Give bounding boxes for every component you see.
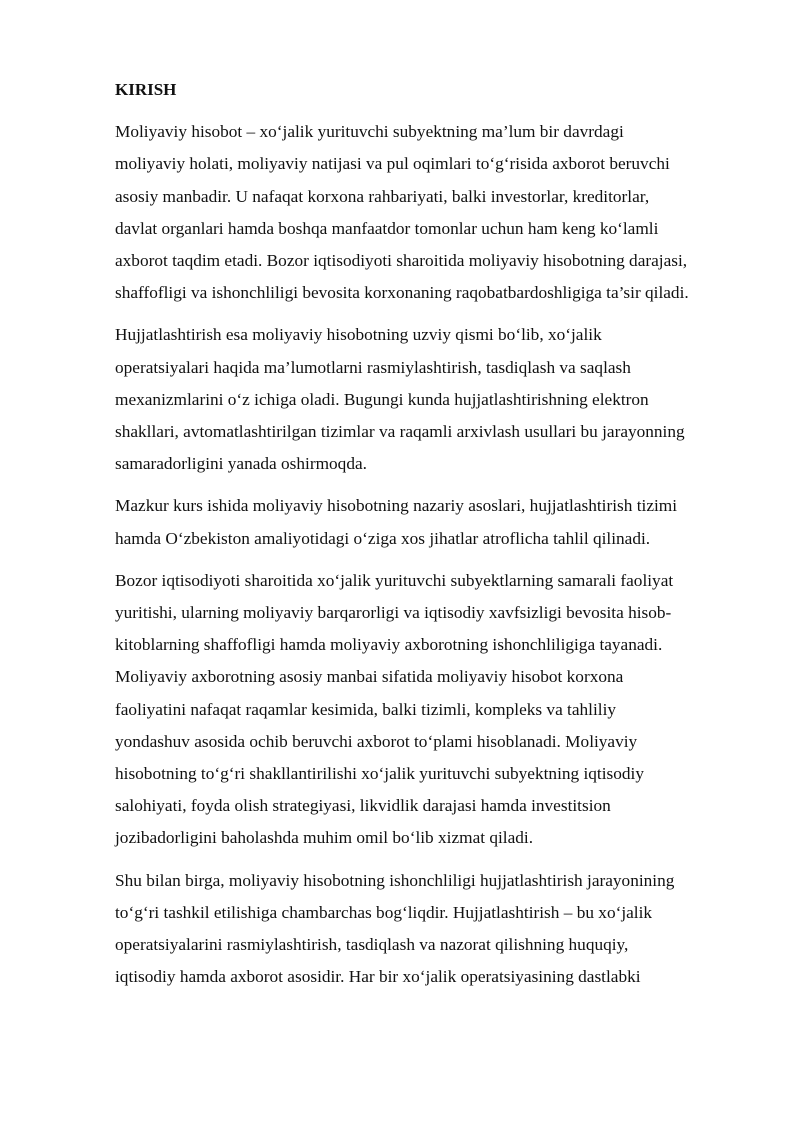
paragraph-3 — [115, 490, 745, 554]
text-line: Bozor iqtisodiyoti sharoitida xo‘jalik yurituvchi subyektlarning samarali faoliyat — [115, 570, 674, 590]
text-line: salohiyati, foyda olish strategiyasi, likvidlik darajasi hamda investitsion — [115, 796, 611, 816]
text-line: yondashuv asosida ochib beruvchi axborot to‘plami hisoblanadi. Moliyaviy — [115, 731, 638, 751]
text-line: iqtisodiy hamda axborot asosidir. Har bir xo‘jalik operatsiyasining dastlabki — [115, 967, 641, 987]
text-line: operatsiyalarini rasmiylashtirish, tasdiqlash va nazorat qilishning huquqiy, — [115, 935, 629, 955]
text-line: Mazkur kurs ishida moliyaviy hisobotning nazariy asoslari, hujjatlashtirish tizimi — [115, 496, 678, 516]
text-line: axborot taqdim etadi. Bozor iqtisodiyoti sharoitida moliyaviy hisobotning darajasi, — [115, 251, 688, 271]
text-line: yuritishi, ularning moliyaviy barqarorligi va iqtisodiy xavfsizligi bevosita hisob- — [115, 603, 672, 623]
paragraph-4 — [115, 565, 745, 855]
text-line: samaradorligini yanada oshirmoqda. — [115, 454, 367, 474]
text-line: jozibadorligini baholashda muhim omil bo‘lib xizmat qiladi. — [115, 828, 534, 848]
text-line: mexanizmlarini o‘z ichiga oladi. Bugungi kunda hujjatlashtirishning elektron — [115, 389, 649, 409]
section-heading: KIRISH — [115, 80, 177, 99]
text-line: davlat organlari hamda boshqa manfaatdor tomonlar uchun ham keng ko‘lamli — [115, 218, 659, 238]
text-line: faoliyatini nafaqat raqamlar kesimida, balki tizimli, kompleks va tahliliy — [115, 699, 617, 719]
text-line: Moliyaviy hisobot – xo‘jalik yurituvchi subyektning ma’lum bir davrdagi — [115, 122, 624, 142]
text-line: Shu bilan birga, moliyaviy hisobotning ishonchliligi hujjatlashtirish jarayonining — [115, 870, 675, 890]
text-line: asosiy manbadir. U nafaqat korxona rahbariyati, balki investorlar, kreditorlar, — [115, 186, 650, 206]
text-line: shaffofligi va ishonchliligi bevosita korxonaning raqobatbardoshligiga ta’sir qiladi. — [115, 283, 689, 303]
paragraph-5 — [115, 865, 745, 994]
text-line: hisobotning to‘g‘ri shakllantirilishi xo‘jalik yurituvchi subyektning iqtisodiy — [115, 764, 644, 784]
text-line: to‘g‘ri tashkil etilishiga chambarchas bog‘liqdir. Hujjatlashtirish – bu xo‘jalik — [115, 902, 653, 922]
text-line: hamda O‘zbekiston amaliyotidagi o‘ziga xos jihatlar atroflicha tahlil qilinadi. — [115, 528, 651, 548]
text-line: moliyaviy holati, moliyaviy natijasi va pul oqimlari to‘g‘risida axborot beruvchi — [115, 154, 670, 174]
text-line: operatsiyalari haqida ma’lumotlarni rasmiylashtirish, tasdiqlash va saqlash — [115, 357, 631, 377]
text-line: Hujjatlashtirish esa moliyaviy hisobotning uzviy qismi bo‘lib, xo‘jalik — [115, 325, 602, 345]
paragraph-2 — [115, 319, 745, 480]
text-line: shakllari, avtomatlashtirilgan tizimlar va raqamli arxivlash usullari bu jarayonning — [115, 422, 685, 442]
document-body — [115, 74, 745, 1003]
paragraph-1 — [115, 116, 745, 309]
text-line: kitoblarning shaffofligi hamda moliyaviy axborotning ishonchliligiga tayanadi. — [115, 635, 663, 655]
text-line: Moliyaviy axborotning asosiy manbai sifatida moliyaviy hisobot korxona — [115, 667, 624, 687]
